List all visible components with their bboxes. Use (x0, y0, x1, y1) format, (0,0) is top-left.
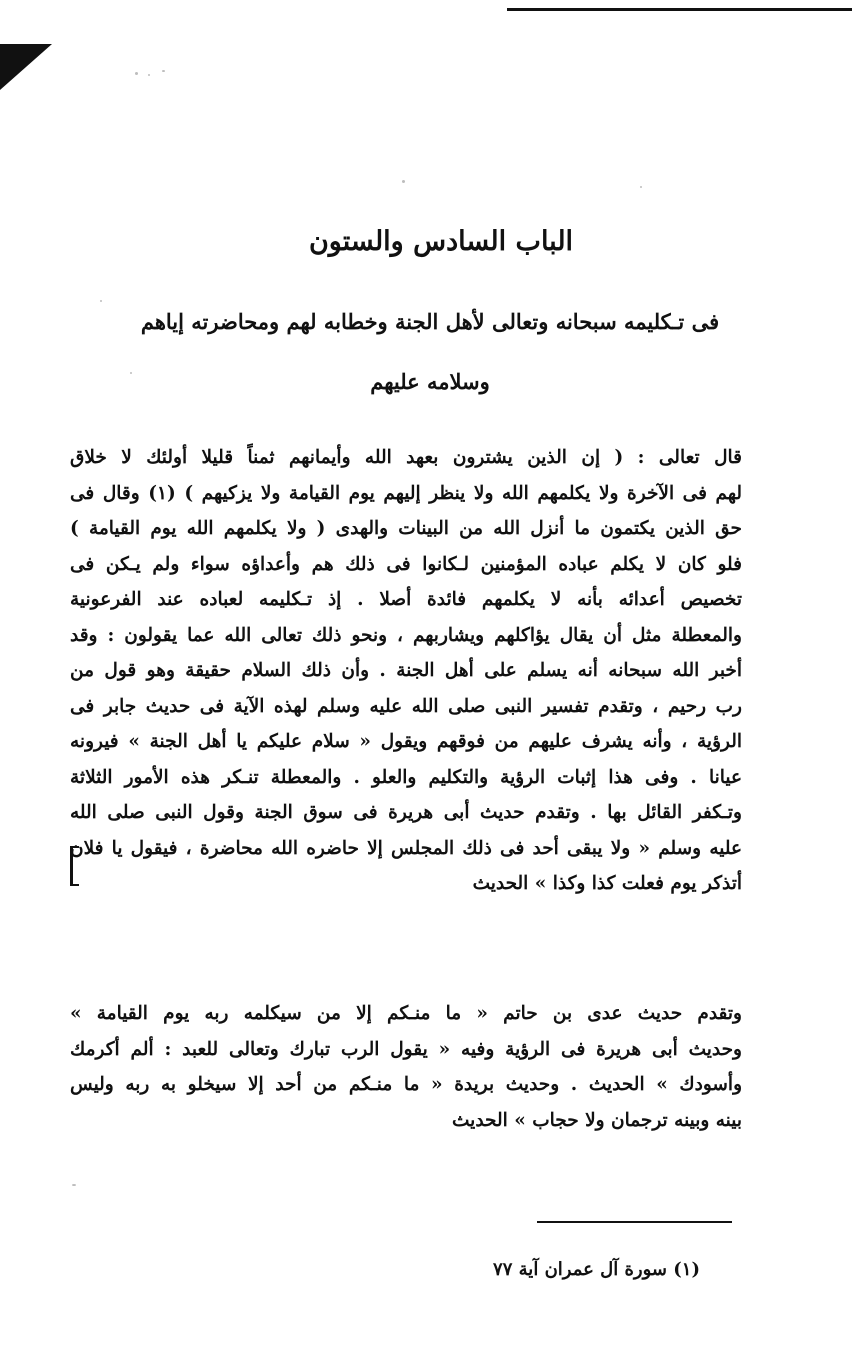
text-line: حق الذين يكتمون ما أنزل الله من البينات والهدى ( ولا يكلمهم الله يوم القيامة ) (70, 518, 742, 539)
page-speck (402, 180, 405, 183)
page-speck (72, 1184, 76, 1186)
text-line: أتذكر يوم فعلت كذا وكذا » الحديث (472, 873, 742, 894)
chapter-subtitle (120, 292, 740, 412)
paragraph-1 (70, 440, 742, 902)
page-speck (148, 74, 150, 76)
chapter-title: الباب السادس والستون (308, 226, 574, 257)
text-line: بينه وبينه ترجمان ولا حجاب » الحديث (452, 1109, 742, 1131)
page-speck (640, 186, 642, 188)
text-line: والمعطلة مثل أن يقال يؤاكلهم ويشاربهم ، ونحو ذلك تعالى الله عما يقولون : وقد (70, 624, 742, 646)
margin-bracket-mark (70, 846, 79, 886)
text-line: وأسودك » الحديث . وحديث بريدة « ما منـكم من أحد إلا سيخلو به ربه وليس (70, 1074, 742, 1095)
text-line: تخصيص أعدائه بأنه لا يكلمهم فائدة أصلا . إذ تـكليمه لعباده عند الفرعونية (70, 589, 742, 610)
paragraph-2 (70, 996, 742, 1138)
text-line: لهم فى الآخرة ولا يكلمهم الله ولا ينظر إليهم يوم القيامة ولا يزكيهم ) (١) وقال فى (70, 482, 742, 504)
text-line: وحديث أبى هريرة فى الرؤية وفيه « يقول الرب تبارك وتعالى للعبد : ألم أكرمك (70, 1038, 742, 1060)
text-line: أخبر الله سبحانه أنه يسلم على أهل الجنة . وأن ذلك السلام حقيقة وهو قول من (70, 660, 742, 681)
subtitle-line: فى تـكليمه سبحانه وتعالى لأهل الجنة وخطابه لهم ومحاضرته إياهم (140, 309, 720, 334)
text-line: عليه وسلم « ولا يبقى أحد فى ذلك المجلس إلا حاضره الله محاضرة ، فيقول يا فلان (70, 837, 742, 859)
footnote-separator (537, 1221, 732, 1223)
text-line: وتـكفر القائل بها . وتقدم حديث أبى هريرة فى سوق الجنة وقول النبى صلى الله (70, 802, 742, 823)
text-line: فلو كان لا يكلم عباده المؤمنين لـكانوا فى ذلك هم وأعداؤه سواء ولم يـكن فى (70, 553, 742, 575)
text-line: قال تعالى : ( إن الذين يشترون بعهد الله وأيمانهم ثمناً قليلا أولئك لا خلاق (70, 447, 742, 468)
page-speck (135, 72, 138, 75)
page-speck (100, 300, 102, 302)
corner-fold-mark (0, 44, 52, 90)
text-line: عيانا . وفى هذا إثبات الرؤية والتكليم والعلو . والمعطلة تنـكر هذه الأمور الثلاثة (70, 766, 742, 788)
subtitle-line: وسلامه عليهم (370, 369, 490, 394)
text-line: رب رحيم ، وتقدم تفسير النبى صلى الله عليه وسلم لهذه الآية فى حديث جابر فى (70, 695, 742, 717)
text-line: الرؤية ، وأنه يشرف عليهم من فوقهم ويقول « سلام عليكم يا أهل الجنة » فيرونه (70, 731, 742, 752)
page-speck (162, 70, 165, 72)
footnote: (١) سورة آل عمران آية ٧٧ (493, 1259, 700, 1280)
top-edge-rule (507, 8, 852, 11)
text-line: وتقدم حديث عدى بن حاتم « ما منـكم إلا من سيكلمه ربه يوم القيامة » (70, 1003, 742, 1024)
